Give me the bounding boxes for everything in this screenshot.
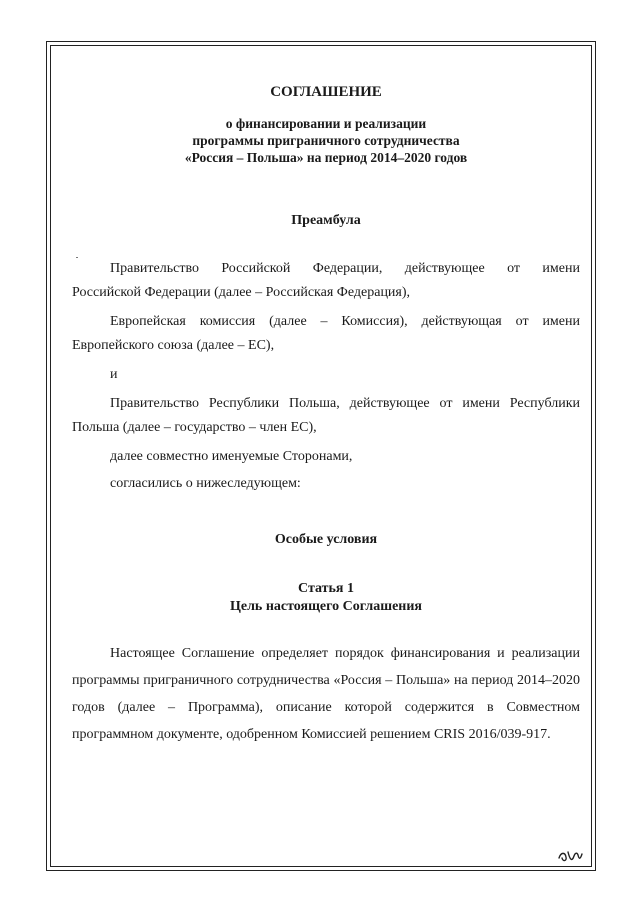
- special-conditions-heading: Особые условия: [274, 532, 378, 547]
- party1-line1: Правительство Российской Федерации, действующее от имени: [110, 261, 580, 276]
- agreed-statement: согласились о нижеследующем:: [110, 476, 301, 491]
- party2-line2: Европейского союза (далее – ЕС),: [72, 338, 275, 353]
- article1-header: [72, 580, 580, 616]
- party1-line2: Российской Федерации (далее – Российская Федерация),: [72, 285, 411, 300]
- article1-text: Настоящее Соглашение определяет порядок финансирования и реализации программы приграничного сотрудничества «Россия – Польша» на период 2014–2020 годов (далее – Программа), описание которой содержится в Совместном программном документе, одобренном Комиссией решением CRIS 2016/039-917.: [72, 646, 580, 742]
- preamble-heading: Преамбула: [291, 213, 361, 228]
- party2-line1: Европейская комиссия (далее – Комиссия), действующая от имени: [110, 314, 580, 329]
- party3-line1: Правительство Республики Польша, действующее от имени Республики: [110, 396, 580, 411]
- article1-number: Статья 1: [298, 581, 354, 596]
- jointly-named: далее совместно именуемые Сторонами,: [110, 449, 353, 464]
- document-title: СОГЛАШЕНИЕ: [270, 84, 382, 100]
- subtitle-line: о финансировании и реализации: [225, 116, 427, 131]
- article1-title: Цель настоящего Соглашения: [229, 599, 423, 614]
- and-conjunction: и: [110, 367, 118, 382]
- document-subtitle: [72, 115, 580, 166]
- party3-line2: Польша (далее – государство – член ЕС),: [72, 420, 317, 435]
- document-body: [72, 80, 580, 748]
- subtitle-line: программы приграничного сотрудничества: [192, 133, 460, 148]
- preamble-section: [72, 257, 580, 496]
- subtitle-line: «Россия – Польша» на период 2014–2020 годов: [184, 150, 468, 165]
- signature-initials-icon: [556, 846, 586, 866]
